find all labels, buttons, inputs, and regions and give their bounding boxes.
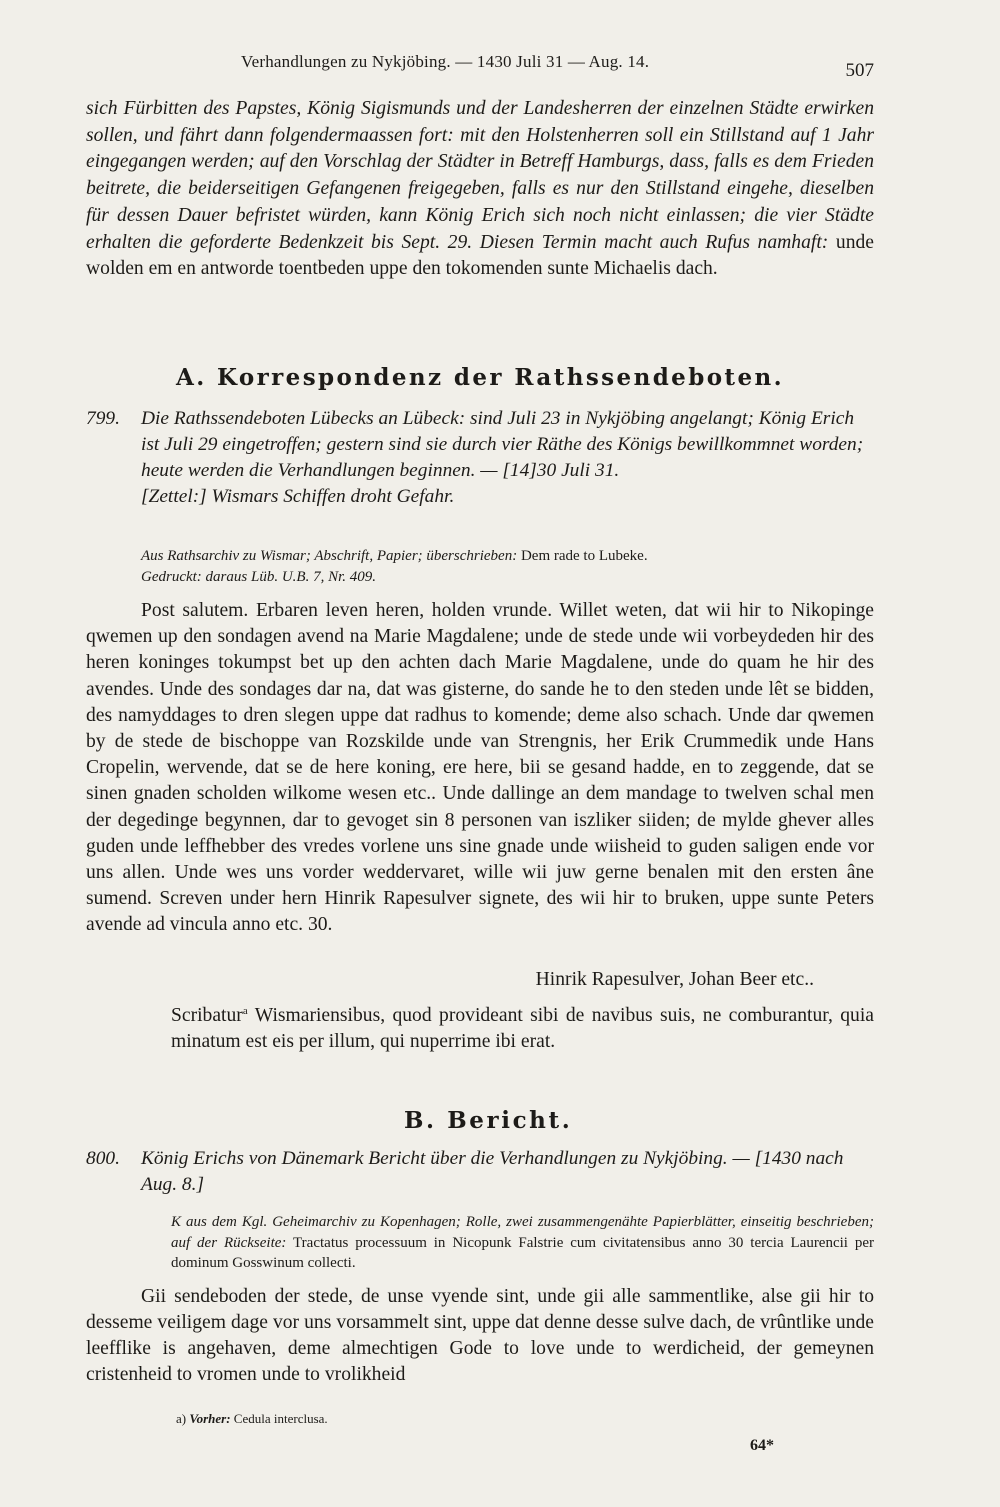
intro-italic-text: sich Fürbitten des Papstes, König Sigismunds und der Landesherren der einzelnen Städte erwirken sollen, und fährt dann folgendermaassen fort: mit den Holstenherren soll ein Stillstand auf 1 Jahr eingegangen werden; auf den Vorschlag der Städter in Betreff Hamburgs, dass, falls es dem Frieden beitrete, die beiderseitigen Gefangenen freigegeben, falls es nur den Stillstand eingehe, dieselben für dessen Dauer befristet würden, kann König Erich sich noch nicht einlassen; die vier Städte erhalten die geforderte Bedenkzeit bis Sept. 29. Diesen Termin macht auch Rufus namhaft: xyxy=(86,98,874,253)
intro-paragraph xyxy=(86,96,874,283)
section-heading-b: B. Bericht. xyxy=(404,1107,573,1134)
source-address: Dem rade to Lubeke. xyxy=(520,548,648,564)
running-header xyxy=(86,52,874,81)
scribatur-note xyxy=(171,998,874,1055)
source-endorsement: Tractatus processuum in Nicopunk Falstrie cum civitatensibus anno 30 tercia Laurencii per dominum Gosswinum collecti. xyxy=(171,1234,875,1271)
source-print-reference: Gedruckt: daraus Lüb. U.B. 7, Nr. 409. xyxy=(141,568,376,585)
entry-799-source xyxy=(141,546,874,587)
entry-summary-text: König Erichs von Dänemark Bericht über die Verhandlungen zu Nykjöbing. — [1430 nach Aug. 8.] xyxy=(141,1148,844,1195)
source-archive: Aus Rathsarchiv zu Wismar; Abschrift, Papier; überschrieben: xyxy=(141,548,518,564)
entry-800-source xyxy=(171,1212,874,1274)
page-number: 507 xyxy=(845,60,874,81)
source-archive: K aus dem Kgl. Geheimarchiv zu Kopenhagen; Rolle, zwei zusammengenähte Papierblätter, einseitig beschrieben; auf der Rückseite: xyxy=(171,1214,874,1251)
entry-zettel-note: [Zettel:] Wismars Schiffen droht Gefahr. xyxy=(141,486,455,507)
scribatur-word: Scribatur xyxy=(171,1005,243,1026)
footnote-reference: a xyxy=(242,1005,248,1017)
report-text: Gii sendeboden der stede, de unse vyende sint, unde gii alle sammentlike, alse gii hir to desseme veiligem dage vor uns vorsammelt sint, uppe dat denne desse sulve dach, de vrûntlike unde leefflike is angehaven, deme almechtigen Gode to love unde to werdicheid, der gemeynen cristenheid to vromen unde to vrolikheid xyxy=(86,1286,874,1385)
footnote-label: Vorher: xyxy=(189,1411,231,1426)
entry-summary-text: Die Rathssendeboten Lübecks an Lübeck: sind Juli 23 in Nykjöbing angelangt; König Erich ist Juli 29 eingetroffen; gestern sind sie durch vier Räthe des Königs bewillkommnet worden; heute werden die Verhandlungen beginnen. — [14]30 Juli 31. xyxy=(141,408,864,481)
letter-text: Post salutem. Erbaren leven heren, holden vrunde. Willet weten, dat wii hir to Nikopinge qwemen up den sondagen avend na Marie Magdalene; unde de stede unde wii vorbeydeden hir des heren koninges tokumpst bet up den achten dach Marie Magdalene, unde do quam he hir des avendes. Unde des sondages dar na, dat was gisterne, do sande he to den steden unde lêt se bidden, des namyddages to dren slegen uppe dat radhus to komende; deme also schach. Unde dar qwemen by de stede de bischoppe van Rozskilde unde van Strengnis, her Erik Crummedik unde Hans Cropelin, wervende, dat se de here koning, ere here, bii se gesand hadde, en to zeggende, dat se sinen gnaden scholden wilkome wesen etc.. Unde dallinge an dem mandage to twelven schal men der degedinge begynnen, dar to gevoget sin 8 personen van iszliker siiden; de mylde ghever alles guden unde leffhebber des vredes vorlene uns sine gnade unde wiisheid to guden saligen ende vor uns allen. Unde wes uns vorder weddervaret, wille wii juw gerne benalen mit den ersten âne sumend. Screven under hern Hinrik Rapesulver signete, des wii hir to bruken, uppe sunte Peters avende ad vincula anno etc. 30. xyxy=(86,600,874,936)
scribatur-text: Wismariensibus, quod provideant sibi de navibus suis, ne comburantur, quia minatum est eis per illum, qui nuperrime ibi erat. xyxy=(171,1005,874,1052)
footnote xyxy=(176,1411,328,1427)
section-heading-a: A. Korrespondenz der Rathssendeboten. xyxy=(175,364,785,391)
sheet-signature: 64* xyxy=(750,1437,774,1454)
entry-number: 800. xyxy=(86,1148,120,1169)
footnote-text: Cedula interclusa. xyxy=(233,1411,328,1426)
letter-signature: Hinrik Rapesulver, Johan Beer etc.. xyxy=(535,969,814,990)
entry-number: 799. xyxy=(86,408,120,429)
footnote-mark: a) xyxy=(176,1411,187,1426)
intro-quoted-text: unde wolden em en antworde toentbeden uppe den tokomenden sunte Michaelis dach. xyxy=(86,231,874,280)
running-title: Verhandlungen zu Nykjöbing. — 1430 Juli 31 — Aug. 14. xyxy=(241,52,650,71)
entry-799-summary xyxy=(86,406,874,510)
entry-800-summary xyxy=(86,1146,874,1198)
